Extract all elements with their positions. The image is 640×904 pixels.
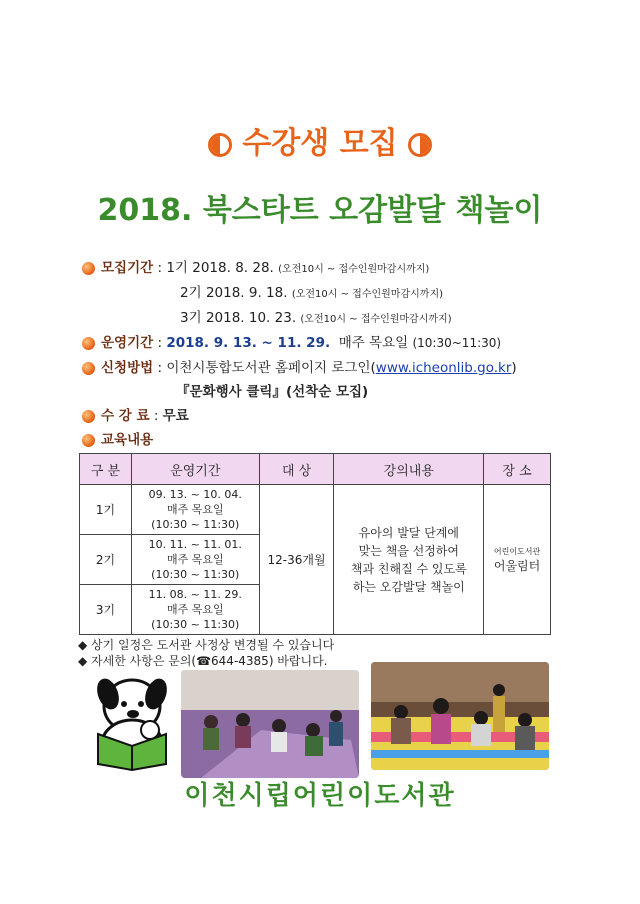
term-cell: 1기 [80, 485, 132, 535]
edu-row [82, 430, 153, 450]
table-header-row [80, 454, 551, 485]
header-cell: 운영기간 [131, 454, 259, 485]
period-cell [131, 485, 259, 535]
content-line: 하는 오감발달 책놀이 [352, 579, 465, 594]
content-line: 맞는 책을 선정하여 [358, 543, 459, 558]
fee-value: 무료 [162, 408, 189, 424]
table-row [80, 485, 551, 535]
content-cell [334, 485, 484, 635]
operation-label: 운영기간 [101, 335, 154, 351]
diamond-icon: ◆ [78, 654, 92, 668]
period-time: (10:30 ~ 11:30) [151, 568, 240, 581]
operation-time: (10:30~11:30) [412, 336, 502, 350]
target-cell: 12-36개월 [259, 485, 334, 635]
recruit-note: (오전10시 ~ 접수인원마감시까지) [291, 289, 444, 300]
note-1 [78, 637, 334, 653]
place-small: 어린이도서관 [493, 546, 541, 556]
apply-close: ) [511, 360, 517, 376]
header-cell: 대 상 [259, 454, 334, 485]
colon: : [157, 335, 167, 351]
recruit-row-2 [180, 283, 443, 305]
recruit-term: 3기 [180, 310, 202, 326]
colon: : [153, 408, 163, 424]
apply-row [82, 358, 517, 378]
colon: : [157, 360, 167, 376]
bullet-icon [82, 262, 95, 275]
header-cell: 구 분 [80, 454, 132, 485]
content-line: 책과 친해질 수 있도록 [350, 561, 467, 576]
period-cell [131, 585, 259, 635]
operation-range: 2018. 9. 13. ~ 11. 29. [166, 335, 331, 351]
place-name: 어울림터 [493, 558, 541, 573]
diamond-icon: ◆ [78, 638, 92, 652]
fee-row [82, 406, 189, 426]
period-dates: 09. 13. ~ 10. 04. [148, 488, 242, 501]
edu-label: 교육내용 [101, 432, 154, 448]
period-time: (10:30 ~ 11:30) [151, 618, 240, 631]
bullet-icon [82, 362, 95, 375]
header-cell: 강의내용 [334, 454, 484, 485]
period-cell [131, 535, 259, 585]
period-dates: 11. 08. ~ 11. 29. [148, 588, 242, 601]
term-cell: 3기 [80, 585, 132, 635]
recruit-term: 2기 [180, 285, 202, 301]
bullet-icon [82, 434, 95, 447]
dog-reading-mascot-icon [86, 672, 178, 772]
period-time: (10:30 ~ 11:30) [151, 518, 240, 531]
content-line: 유아의 발달 단계에 [358, 525, 459, 540]
place-cell [484, 485, 551, 635]
page-title [0, 118, 640, 162]
recruit-note: (오전10시 ~ 접수인원마감시까지) [300, 314, 452, 325]
period-dates: 10. 11. ~ 11. 01. [148, 538, 242, 551]
recruit-row-3 [180, 308, 452, 330]
library-name: 이천시립어린이도서관 [184, 781, 456, 811]
note-2 [78, 653, 328, 669]
class-photo-2 [371, 662, 549, 770]
class-photo-1 [181, 670, 359, 778]
recruit-date: 2018. 8. 28. [192, 260, 274, 276]
apply-row-2 [176, 382, 368, 402]
operation-day: 매주 목요일 [338, 335, 409, 351]
homepage-link[interactable]: www.icheonlib.go.kr [375, 360, 512, 376]
recruit-row-1 [82, 258, 429, 280]
half-circle-left-icon [208, 133, 232, 157]
apply-text: 이천시통합도서관 홈페이지 로그인( [166, 360, 376, 376]
header-cell: 장 소 [484, 454, 551, 485]
recruit-label: 모집기간 [101, 260, 154, 276]
recruit-date: 2018. 10. 23. [205, 310, 297, 326]
period-day: 매주 목요일 [166, 553, 224, 566]
bullet-icon [82, 337, 95, 350]
fee-label: 수 강 료 [101, 408, 150, 424]
schedule-table [79, 453, 551, 635]
period-day: 매주 목요일 [166, 603, 224, 616]
colon: : [157, 260, 167, 276]
title-text: 수강생 모집 [242, 126, 398, 161]
apply-first-come: (선착순 모집) [285, 384, 369, 400]
recruit-date: 2018. 9. 18. [205, 285, 288, 301]
note-text: 상기 일정은 도서관 사정상 변경될 수 있습니다 [91, 638, 335, 652]
operation-row [82, 333, 501, 353]
apply-click-text: 『문화행사 클릭』 [176, 384, 286, 400]
note-text: 자세한 사항은 문의(☎644-4385) 바랍니다. [91, 654, 328, 668]
term-cell: 2기 [80, 535, 132, 585]
bullet-icon [82, 410, 95, 423]
recruit-note: (오전10시 ~ 접수인원마감시까지) [278, 264, 430, 275]
half-circle-right-icon [408, 133, 432, 157]
period-day: 매주 목요일 [166, 503, 224, 516]
recruit-term: 1기 [166, 260, 188, 276]
page-subtitle: 2018. 북스타트 오감발달 책놀이 [97, 193, 543, 228]
apply-label: 신청방법 [101, 360, 154, 376]
